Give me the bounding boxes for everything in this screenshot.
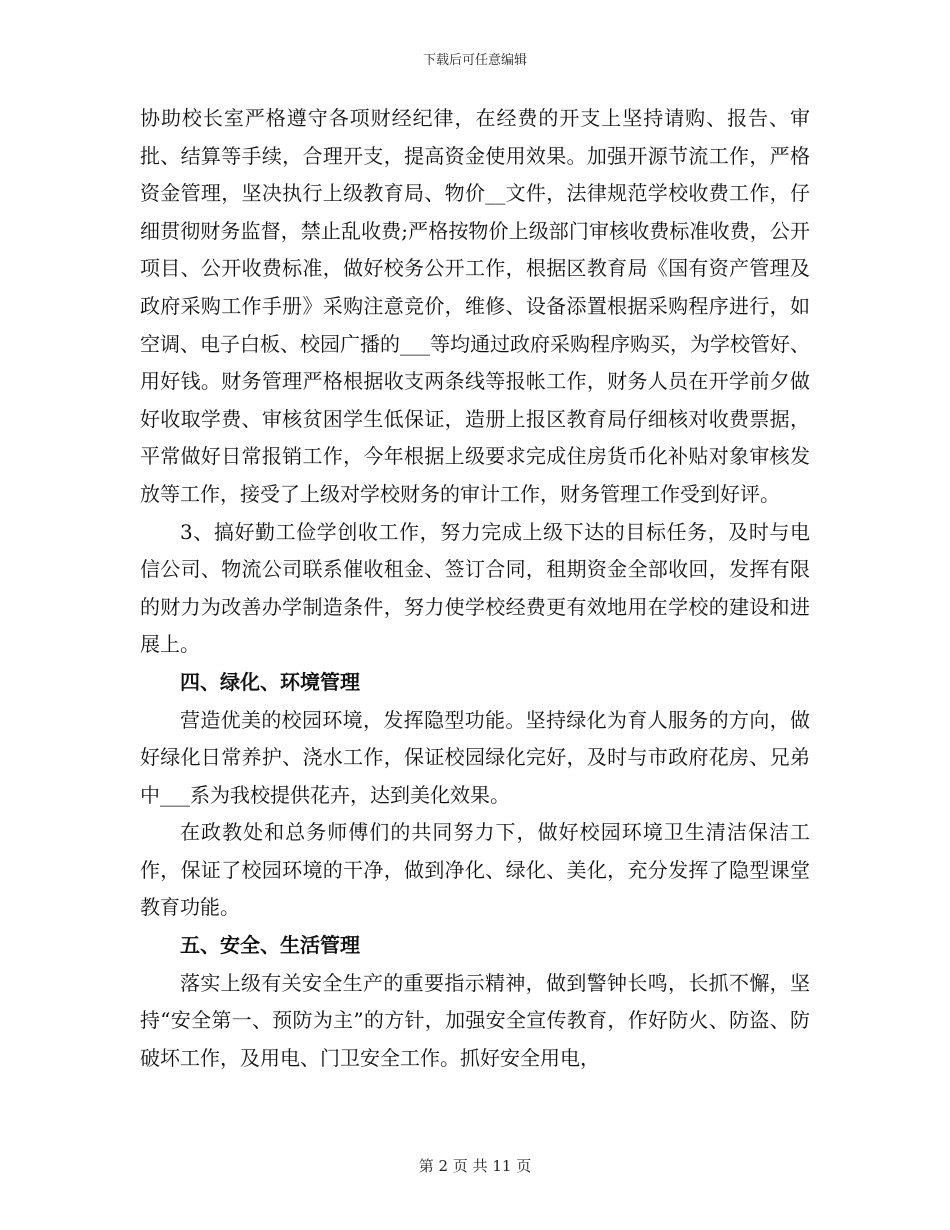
section-heading-safety: 五、安全、生活管理 (180, 933, 360, 958)
page-footer: 第 2 页 共 11 页 (418, 1157, 532, 1175)
page-header: 下载后可任意编辑 (422, 53, 527, 68)
document-body (140, 100, 810, 1077)
paragraph-work-study: 3、搞好勤工俭学创收工作，努力完成上级下达的目标任务，及时与电信公司、物流公司联系催收租金、签订合同，租期资金全部收回，发挥有限的财力为改善办学制造条件，努力使学校经费更有效地用在学校的建设和进展上。 (140, 519, 810, 657)
paragraph-safety: 落实上级有关安全生产的重要指示精神，做到警钟长鸣，长抓不懈，坚持“安全第一、预防为主”的方针，加强安全宣传教育，作好防火、防盗、防破坏工作，及用电、门卫安全工作。抓好安全用电， (140, 970, 810, 1070)
section-heading-greening: 四、绿化、环境管理 (180, 669, 360, 694)
paragraph-hygiene: 在政教处和总务师傅们的共同努力下，做好校园环境卫生清洁保洁工作，保证了校园环境的干净，做到净化、绿化、美化，充分发挥了隐型课堂教育功能。 (140, 820, 810, 920)
paragraph-campus-environment: 营造优美的校园环境，发挥隐型功能。坚持绿化为育人服务的方向，做好绿化日常养护、浇水工作，保证校园绿化完好，及时与市政府花房、兄弟中___系为我校提供花卉，达到美化效果。 (140, 707, 810, 807)
paragraph-finance: 协助校长室严格遵守各项财经纪律，在经费的开支上坚持请购、报告、审批、结算等手续，合理开支，提高资金使用效果。加强开源节流工作，严格资金管理，坚决执行上级教育局、物价__文件，法律规范学校收费工作，仔细贯彻财务监督，禁止乱收费;严格按物价上级部门审核收费标准收费，公开项目、公开收费标准，做好校务公开工作，根据区教育局《国有资产管理及政府采购工作手册》采购注意竞价，维修、设备添置根据采购程序进行，如空调、电子白板、校园广播的___等均通过政府采购程序购买，为学校管好、用好钱。财务管理严格根据收支两条线等报帐工作，财务人员在开学前夕做好收取学费、审核贫困学生低保证，造册上报区教育局仔细核对收费票据，平常做好日常报销工作，今年根据上级要求完成住房货币化补贴对象审核发放等工作，接受了上级对学校财务的审计工作，财务管理工作受到好评。 (140, 106, 810, 506)
